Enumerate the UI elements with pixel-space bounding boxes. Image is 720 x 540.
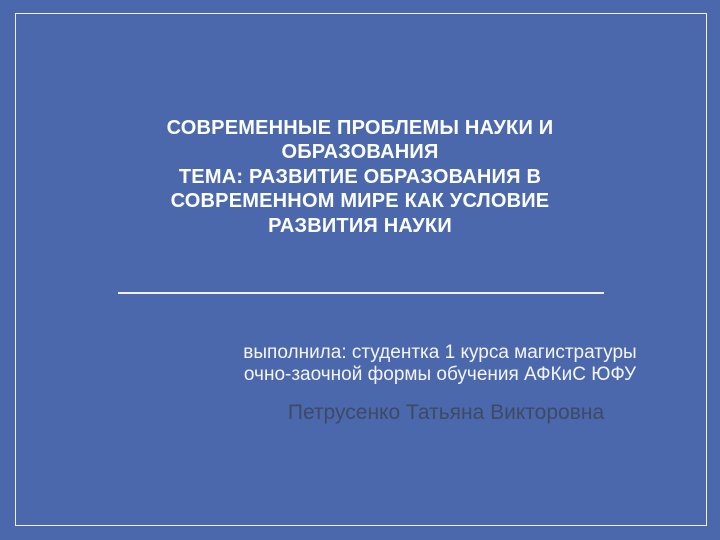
title-separator-line (118, 292, 604, 294)
title-line-5: РАЗВИТИЯ НАУКИ (268, 214, 452, 237)
slide-border-frame (15, 13, 707, 526)
title-line-4: СОВРЕМЕННОМ МИРЕ КАК УСЛОВИЕ (170, 190, 550, 213)
author-name: Петрусенко Татьяна Викторовна (287, 401, 605, 424)
title-line-1: СОВРЕМЕННЫЕ ПРОБЛЕМЫ НАУКИ И (166, 117, 554, 139)
subtitle-line-1: выполнила: студентка 1 курса магистратуры (243, 342, 637, 363)
slide-subtitle (200, 342, 680, 386)
slide-title (117, 116, 603, 238)
title-line-2: ОБРАЗОВАНИЯ (281, 141, 439, 164)
subtitle-line-2: очно-заочной формы обучения АФКиС ЮФУ (243, 364, 637, 386)
title-line-3: ТЕМА: РАЗВИТИЕ ОБРАЗОВАНИЯ В (178, 165, 542, 188)
